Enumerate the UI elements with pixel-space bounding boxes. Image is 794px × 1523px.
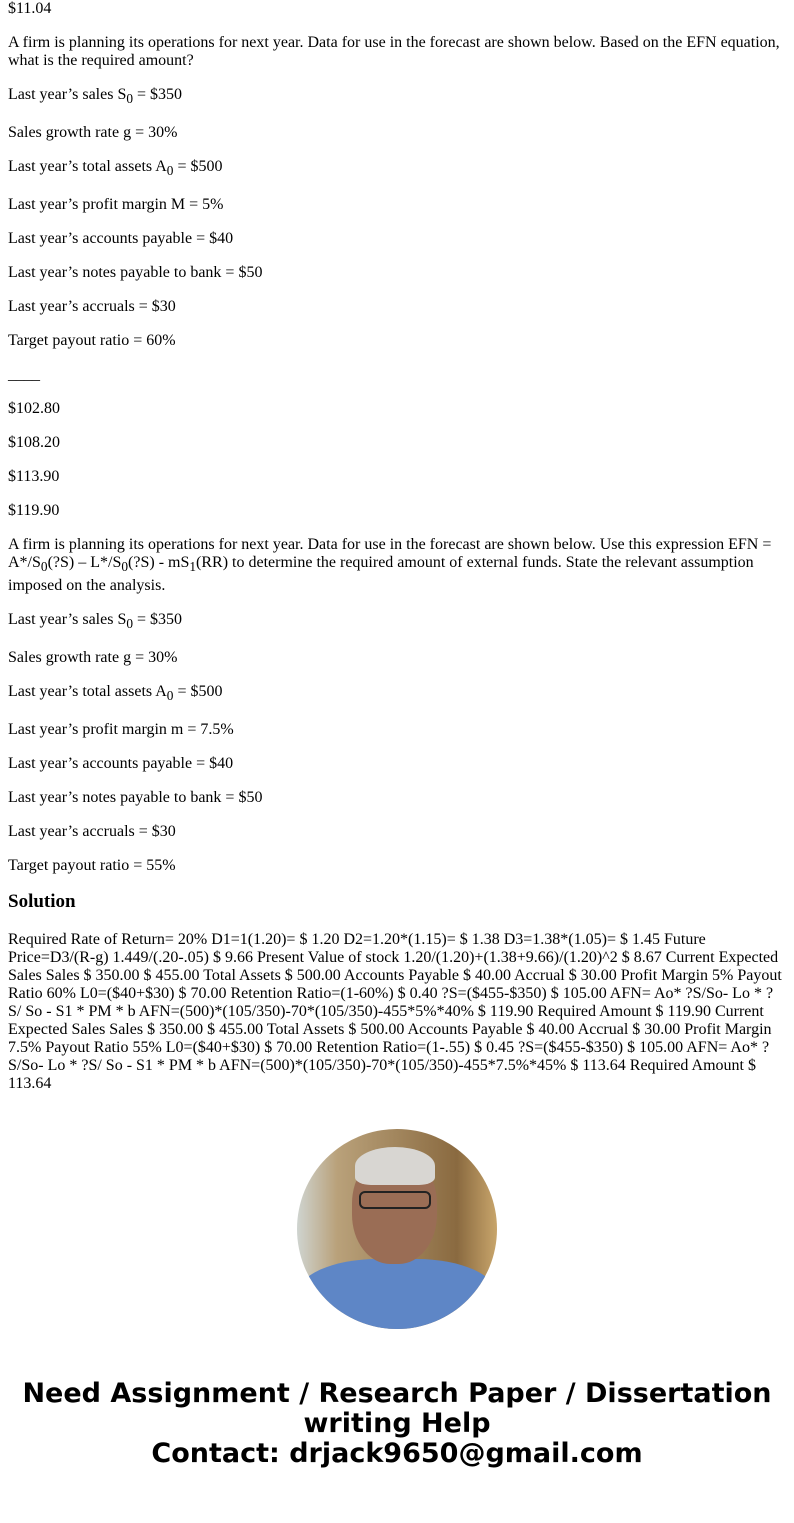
- previous-answer: $11.04: [8, 0, 52, 17]
- given-data-item: Last year’s profit margin m = 7.5%: [8, 720, 234, 738]
- answer-blank: ____: [8, 366, 40, 384]
- option: $119.90: [8, 502, 60, 520]
- given-data-item: Target payout ratio = 60%: [8, 332, 176, 350]
- contact-banner: [8, 1379, 786, 1489]
- given-data-item: Last year’s accounts payable = $40: [8, 754, 234, 772]
- given-data-item: Last year’s notes payable to bank = $50: [8, 264, 263, 282]
- given-data-item: Target payout ratio = 55%: [8, 856, 176, 874]
- option: $108.20: [8, 434, 60, 452]
- given-data-item: Last year’s sales $S_0$ = $350: [8, 86, 183, 107]
- given-data-item: Last year’s total assets $A_0$ = $500: [8, 158, 223, 179]
- question-2-text: A firm is planning its operations for next year. Data for use in the forecast are shown below. Use this expression EFN = $A*/S_0(?S)$ – $L*/S_0(?S) - mS_1(RR)$ to determine the required amount of external funds. State the relevant assumption imposed on the analysis.: [8, 536, 772, 594]
- author-avatar: [297, 1129, 497, 1329]
- cta-line1: Need Assignment / Research Paper / Dissertation writing Help: [22, 1377, 772, 1439]
- given-data-item: Sales growth rate g = 30%: [8, 124, 178, 142]
- option: $113.90: [8, 468, 60, 486]
- given-data-item: Sales growth rate g = 30%: [8, 648, 178, 666]
- given-data-item: Last year’s accounts payable = $40: [8, 230, 234, 248]
- given-data-item: Last year’s accruals = $30: [8, 298, 176, 316]
- given-data-item: Last year’s sales $S_0$ = $350: [8, 610, 183, 631]
- option: $102.80: [8, 400, 60, 418]
- solution-text: Required Rate of Return= 20% D1=1(1.20)= $ 1.20 D2=1.20*(1.15)= $ 1.38 D3=1.38*(1.05)= $ 1.45 Future Price=D3/(R-g) 1.449/(.20-.05) $ 9.66 Present Value of stock 1.20/(1.20)+(1.38+9.66)/(1.20)^2 $ 8.67 Current Expected Sales Sales $ 350.00 $ 455.00 Total Assets $ 500.00 Accounts Payable $ 40.00 Accrual $ 30.00 Profit Margin 5% Payout Ratio 60% L0=($40+$30) $ 70.00 Retention Ratio=(1-60%) $ 0.40 ?S=($455-$350) $ 105.00 AFN= Ao* ?S/So- Lo * ?S/ So - S1 * PM * b AFN=(500)*(105/350)-70*(105/350)-455*5%*40% $ 119.90 Required Amount $ 119.90 Current Expected Sales Sales $ 350.00 $ 455.00 Total Assets $ 500.00 Accounts Payable $ 40.00 Accrual $ 30.00 Profit Margin 7.5% Payout Ratio 55% L0=($40+$30) $ 70.00 Retention Ratio=(1-.55) $ 0.45 ?S=($455-$350) $ 105.00 AFN= Ao* ?S/So- Lo * ?S/ So - S1 * PM * b AFN=(500)*(105/350)-70*(105/350)-455*7.5%*45% $ 113.64 Required Amount $ 113.64: [8, 930, 782, 1092]
- solution-heading: Solution: [8, 890, 76, 912]
- given-data-item: Last year’s profit margin M = 5%: [8, 196, 224, 214]
- cta-email: Contact: drjack9650@gmail.com: [151, 1437, 643, 1469]
- given-data-item: Last year’s accruals = $30: [8, 822, 176, 840]
- question-1-text: A firm is planning its operations for next year. Data for use in the forecast are shown below. Based on the EFN equation, what is the required amount?: [8, 34, 780, 69]
- given-data-item: Last year’s total assets $A_0$ = $500: [8, 682, 223, 703]
- given-data-item: Last year’s notes payable to bank = $50: [8, 788, 263, 806]
